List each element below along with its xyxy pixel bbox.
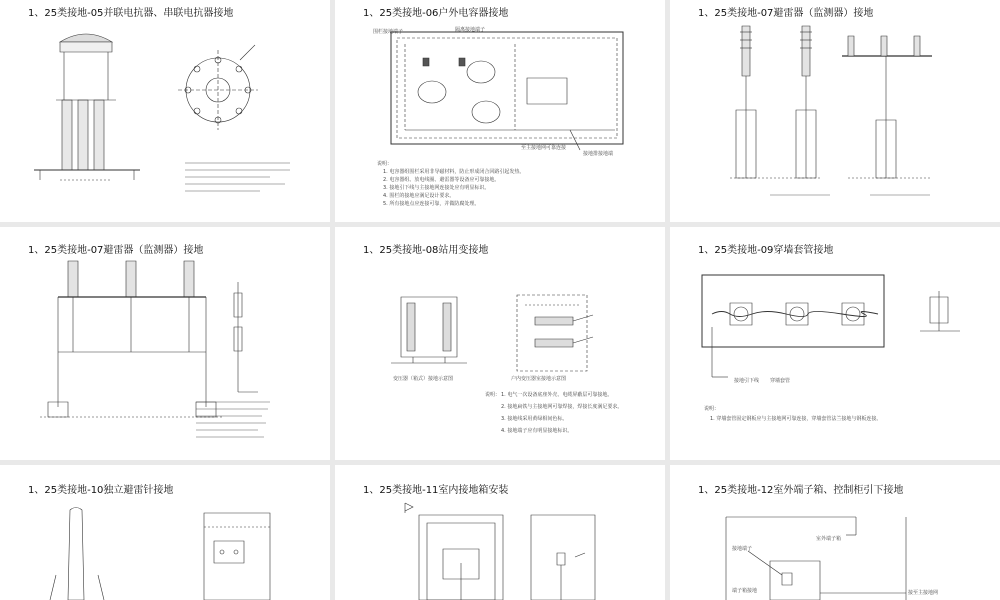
slide-title: 1、25类接地-11室内接地箱安装 xyxy=(363,485,509,496)
note-line: 5. 所有接地点应连接可靠，并做防腐处理。 xyxy=(383,201,480,207)
reactor-grounding-drawing xyxy=(0,0,330,222)
note-line: 3. 接地线采用黄绿相间色标。 xyxy=(501,416,568,422)
slide-thumbnail[interactable] xyxy=(0,0,330,222)
drawing-label-b: 接地引下线 xyxy=(734,378,760,384)
drawing-label-right: 接地排接地端 xyxy=(583,151,614,157)
note-line: 2. 接地扁铁与主接地网可靠焊接，焊接长度满足要求。 xyxy=(501,404,623,410)
slide-title: 1、25类接地-08站用变接地 xyxy=(363,245,489,256)
indoor-ground-box-drawing xyxy=(335,465,665,600)
notes-title: 说明： xyxy=(704,406,720,412)
drawing-label-c: 端子箱接地 xyxy=(732,588,758,594)
note-line: 1. 电气一次设备底座外壳、电缆屏蔽层可靠接地。 xyxy=(501,392,613,398)
drawing-label-d: 接至主接地网 xyxy=(908,590,939,596)
slide-thumbnail[interactable] xyxy=(670,465,1000,600)
note-line: 4. 接地端子应有明显接地标识。 xyxy=(501,428,573,434)
slide-thumbnail[interactable] xyxy=(335,0,665,222)
drawing-label-left: 围栏接地端子 xyxy=(373,29,404,35)
notes-title: 说明： xyxy=(377,161,393,167)
slide-thumbnail[interactable] xyxy=(670,0,1000,222)
note-line: 1. 电容器组围栏采用非导磁材料，防止形成闭合回路引起发热。 xyxy=(383,169,525,175)
slide-thumbnail[interactable] xyxy=(335,227,665,460)
drawing-label-a: 穿墙套管 xyxy=(770,378,791,384)
drawing-label-bottom: 至主接地网可靠连接 xyxy=(521,145,567,151)
wall-bushing-grounding-drawing xyxy=(670,227,1000,460)
caption-left: 变压器（箱式）接地示意图 xyxy=(393,376,454,382)
drawing-label-a: 接地端子 xyxy=(732,546,753,552)
slide-thumbnail[interactable] xyxy=(335,465,665,600)
note-line: 3. 接地引下线与主接地网连接处应有明显标识。 xyxy=(383,185,490,191)
drawing-label-top: 隔离接地端子 xyxy=(455,27,486,33)
slide-thumbnail[interactable] xyxy=(0,227,330,460)
slide-title: 1、25类接地-06户外电容器接地 xyxy=(363,8,509,19)
arrester-grounding-drawing xyxy=(0,227,330,460)
lightning-rod-grounding-drawing xyxy=(0,465,330,600)
station-transformer-grounding-drawing xyxy=(335,227,665,460)
note-line: 2. 电容器组、放电线圈、避雷器等设备应可靠接地。 xyxy=(383,177,500,183)
slide-title: 1、25类接地-09穿墙套管接地 xyxy=(698,245,834,256)
terminal-box-grounding-drawing xyxy=(670,465,1000,600)
slide-title: 1、25类接地-07避雷器（监测器）接地 xyxy=(28,245,204,256)
slide-title: 1、25类接地-12室外端子箱、控制柜引下接地 xyxy=(698,485,904,496)
slide-title: 1、25类接地-05并联电抗器、串联电抗器接地 xyxy=(28,8,234,19)
notes-title: 说明： xyxy=(485,392,501,398)
drawing-label-b: 室外端子箱 xyxy=(816,536,842,542)
slide-title: 1、25类接地-07避雷器（监测器）接地 xyxy=(698,8,874,19)
arrester-grounding-drawing xyxy=(670,0,1000,222)
slide-title: 1、25类接地-10独立避雷针接地 xyxy=(28,485,174,496)
note-line: 1. 穿墙套管固定钢板应与主接地网可靠连接，穿墙套管法兰接地与钢板连接。 xyxy=(710,416,882,422)
caption-right: 户内变压器室接地示意图 xyxy=(511,376,567,382)
slide-thumbnail[interactable] xyxy=(670,227,1000,460)
note-line: 4. 围栏的接地应满足设计要求。 xyxy=(383,193,455,199)
slide-thumbnail[interactable] xyxy=(0,465,330,600)
